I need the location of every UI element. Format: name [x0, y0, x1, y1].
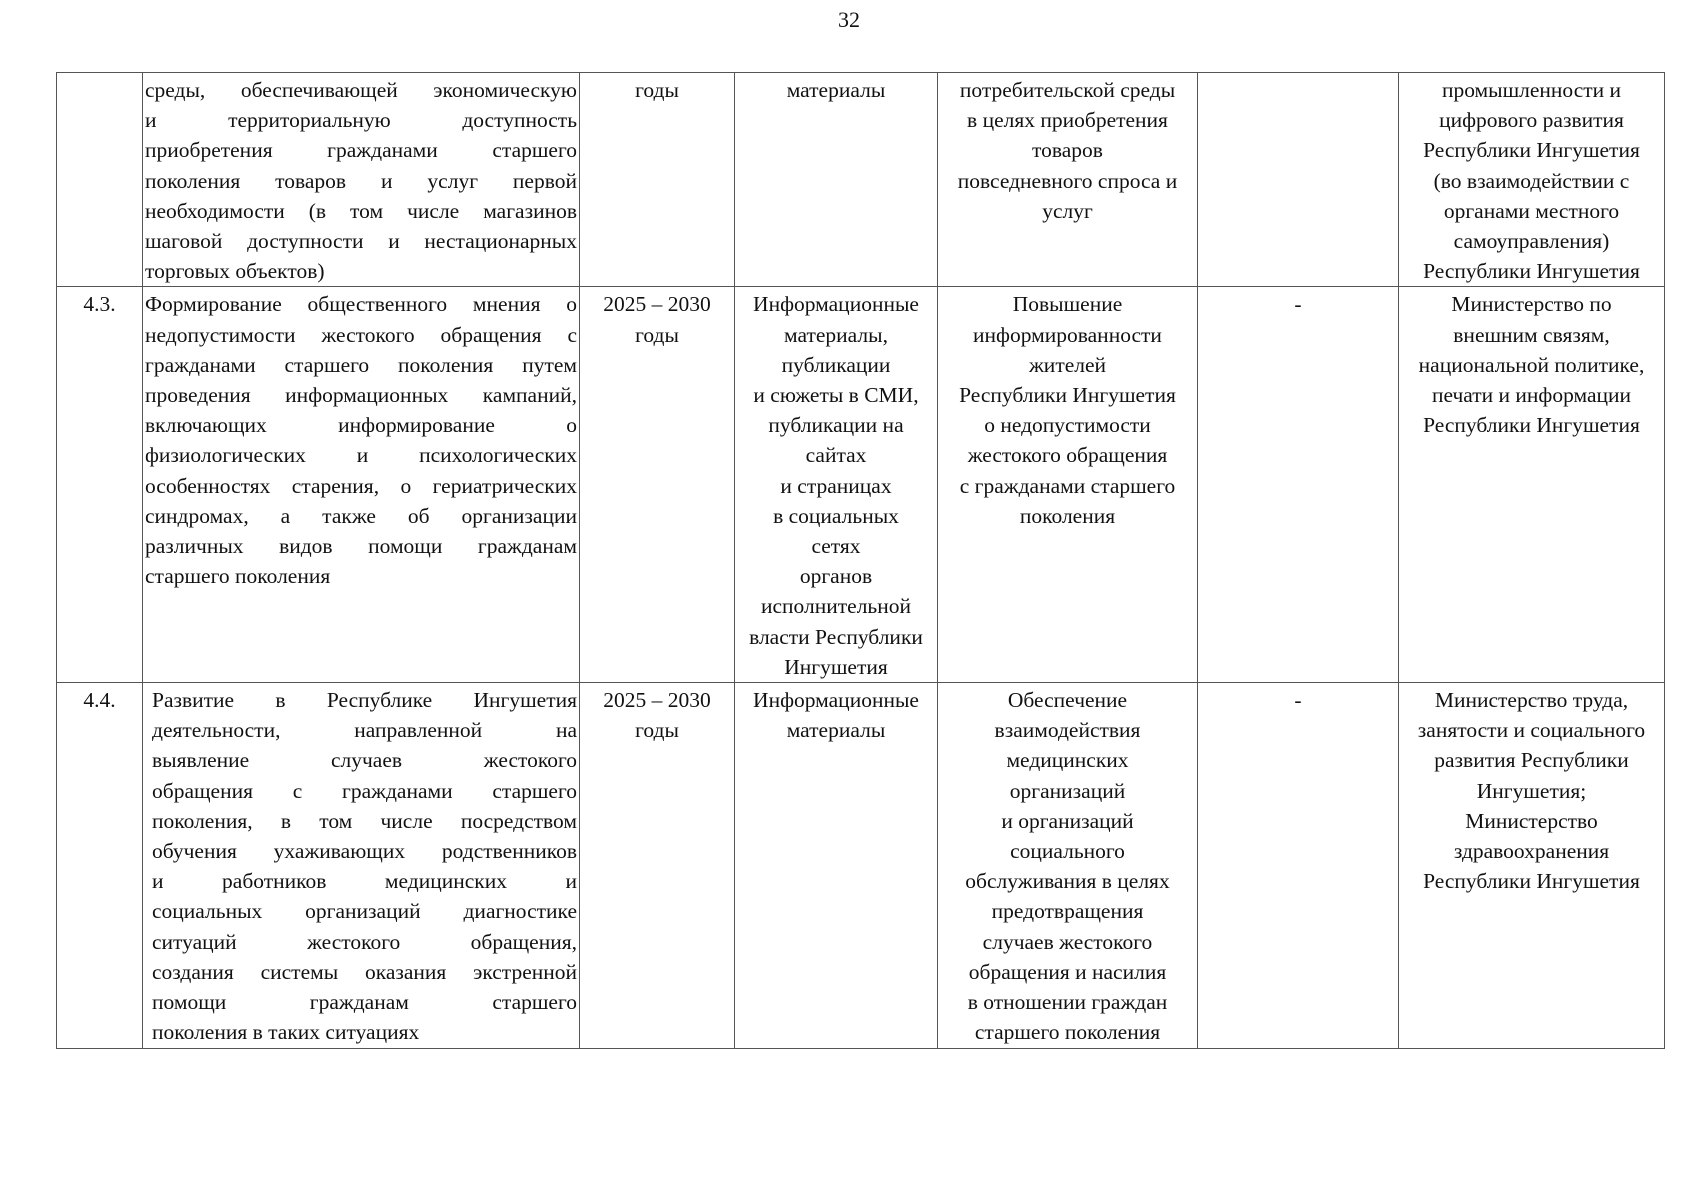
indicator-cell: - [1198, 287, 1399, 683]
responsible-cell-line: развития Республики [1434, 748, 1629, 773]
table-row [57, 287, 1665, 683]
description-cell-line: Формирование общественного мнения о [145, 292, 577, 317]
result-type-cell-line: и страницах [780, 473, 892, 498]
result-type-cell [735, 683, 938, 1049]
period-cell-line: 2025 – 2030 [603, 292, 711, 317]
expected-result-cell-line: Повышение [1012, 292, 1123, 317]
period-cell-line: 2025 – 2030 [603, 688, 711, 713]
responsible-cell-line: занятости и социального [1417, 718, 1646, 743]
result-type-cell-line: публикации на [768, 413, 904, 438]
expected-result-cell-line: и организаций [1001, 808, 1134, 833]
description-cell-line: физиологических и психологических [145, 443, 577, 468]
indicator-cell [1198, 73, 1399, 287]
page-number: 32 [838, 7, 860, 32]
description-cell-line: поколения товаров и услуг первой [145, 168, 577, 193]
result-type-cell-line: органов [799, 564, 873, 589]
expected-result-cell-line: обслуживания в целях [965, 869, 1170, 894]
result-type-cell-line: в социальных [773, 503, 899, 528]
expected-result-cell [938, 683, 1198, 1049]
description-cell-line: создания системы оказания экстренной [152, 959, 577, 984]
period-cell-line: годы [635, 322, 679, 347]
expected-result-cell-line: поколения [1019, 503, 1116, 528]
expected-result-cell-line: социального [1010, 839, 1125, 864]
period-cell-line: годы [635, 78, 679, 102]
row-number-cell: 4.4. [57, 683, 143, 1049]
period-cell [580, 287, 735, 683]
result-type-cell-line: Информационные [753, 688, 919, 713]
description-cell-line: выявление случаев жестокого [152, 748, 577, 773]
responsible-cell-line: печати и информации [1431, 383, 1632, 408]
result-type-cell-line: сетях [811, 534, 861, 559]
expected-result-cell-line: информированности [973, 322, 1162, 347]
responsible-cell [1399, 287, 1665, 683]
period-cell-line: годы [635, 718, 679, 743]
description-cell [143, 683, 580, 1049]
description-cell-line: различных видов помощи гражданам [145, 534, 577, 559]
expected-result-cell-line: товаров [1032, 138, 1103, 163]
result-type-cell-line: материалы, [784, 322, 888, 347]
description-cell-line: особенностях старения, о гериатрических [145, 473, 577, 498]
expected-result-cell [938, 287, 1198, 683]
result-type-cell-line: и сюжеты в СМИ, [753, 383, 919, 408]
indicator-cell: - [1198, 683, 1399, 1049]
responsible-cell-line: (во взаимодействии с [1433, 168, 1630, 193]
expected-result-cell-line: жестокого обращения [967, 443, 1168, 468]
description-cell-line: обучения ухаживающих родственников [152, 839, 577, 864]
expected-result-cell-line: услуг [1042, 198, 1093, 223]
expected-result-cell-line: медицинских [1006, 748, 1129, 773]
responsible-cell-line: цифрового развития [1439, 108, 1624, 133]
description-cell [143, 287, 580, 683]
description-cell-line: деятельности, направленной на [152, 718, 577, 743]
table-row [57, 683, 1665, 1049]
description-cell-line: помощи гражданам старшего [152, 990, 577, 1015]
description-cell-line: включающих информирование о [145, 413, 577, 438]
expected-result-cell-line: потребительской среды [959, 78, 1176, 102]
responsible-cell-line: национальной политике, [1418, 352, 1645, 377]
expected-result-cell-line: в целях приобретения [967, 108, 1168, 133]
expected-result-cell-line: в отношении граждан [967, 990, 1168, 1015]
result-type-cell-line: Ингушетия [784, 654, 888, 679]
result-type-cell [735, 73, 938, 287]
responsible-cell-line: Республики Ингушетия [1423, 259, 1640, 284]
expected-result-cell-line: Обеспечение [1007, 688, 1128, 713]
result-type-cell-line: исполнительной [761, 594, 911, 619]
description-cell-line: торговых объектов) [145, 259, 325, 284]
description-cell-line: гражданами старшего поколения путем [145, 352, 577, 377]
description-cell-line: Развитие в Республике Ингушетия [152, 688, 577, 713]
row-number-cell: 4.3. [57, 287, 143, 683]
responsible-cell-line: Республики Ингушетия [1423, 869, 1640, 894]
measures-table [56, 72, 1665, 1049]
responsible-cell-line: Ингушетия; [1476, 778, 1587, 803]
result-type-cell-line: сайтах [805, 443, 867, 468]
expected-result-cell-line: повседневного спроса и [957, 168, 1178, 193]
period-cell [580, 73, 735, 287]
result-type-cell-line: материалы [786, 718, 886, 743]
table-row [57, 73, 1665, 287]
description-cell [143, 73, 580, 287]
expected-result-cell-line: предотвращения [991, 899, 1144, 924]
description-cell-line: и территориальную доступность [145, 108, 577, 133]
expected-result-cell-line: старшего поколения [974, 1020, 1161, 1045]
expected-result-cell [938, 73, 1198, 287]
result-type-cell-line: власти Республики [749, 624, 923, 649]
responsible-cell-line: внешним связям, [1453, 322, 1610, 347]
description-cell-line: недопустимости жестокого обращения с [145, 322, 577, 347]
description-cell-line: ситуаций жестокого обращения, [152, 929, 577, 954]
expected-result-cell-line: Республики Ингушетия [959, 383, 1176, 408]
responsible-cell [1399, 73, 1665, 287]
result-type-cell-line: материалы [786, 78, 886, 102]
expected-result-cell-line: случаев жестокого [982, 929, 1153, 954]
expected-result-cell-line: с гражданами старшего [959, 473, 1176, 498]
description-cell-line: поколения, в том числе посредством [152, 808, 577, 833]
responsible-cell-line: органами местного [1443, 198, 1620, 223]
period-cell [580, 683, 735, 1049]
description-cell-line: приобретения гражданами старшего [145, 138, 577, 163]
expected-result-cell-line: взаимодействия [994, 718, 1141, 743]
description-cell-line: и работников медицинских и [152, 869, 577, 894]
responsible-cell-line: Республики Ингушетия [1423, 138, 1640, 163]
responsible-cell-line: Республики Ингушетия [1423, 413, 1640, 438]
result-type-cell-line: Информационные [753, 292, 919, 317]
description-cell-line: обращения с гражданами старшего [152, 778, 577, 803]
responsible-cell-line: Министерство по [1451, 292, 1612, 317]
description-cell-line: проведения информационных кампаний, [145, 383, 577, 408]
expected-result-cell-line: о недопустимости [984, 413, 1151, 438]
responsible-cell-line: Министерство труда, [1434, 688, 1629, 713]
responsible-cell-line: Министерство [1465, 808, 1598, 833]
responsible-cell [1399, 683, 1665, 1049]
responsible-cell-line: промышленности и [1441, 78, 1622, 102]
expected-result-cell-line: обращения и насилия [968, 959, 1167, 984]
description-cell-line: среды, обеспечивающей экономическую [145, 78, 577, 102]
description-cell-line: старшего поколения [145, 564, 331, 589]
responsible-cell-line: здравоохранения [1453, 839, 1610, 864]
description-cell-line: синдромах, а также об организации [145, 503, 577, 528]
responsible-cell-line: самоуправления) [1453, 229, 1610, 254]
description-cell-line: необходимости (в том числе магазинов [145, 198, 577, 223]
expected-result-cell-line: жителей [1028, 352, 1107, 377]
description-cell-line: социальных организаций диагностике [152, 899, 577, 924]
result-type-cell-line: публикации [781, 352, 891, 377]
expected-result-cell-line: организаций [1009, 778, 1126, 803]
description-cell-line: поколения в таких ситуациях [152, 1020, 420, 1045]
row-number-cell [57, 73, 143, 287]
description-cell-line: шаговой доступности и нестационарных [145, 229, 577, 254]
result-type-cell [735, 287, 938, 683]
